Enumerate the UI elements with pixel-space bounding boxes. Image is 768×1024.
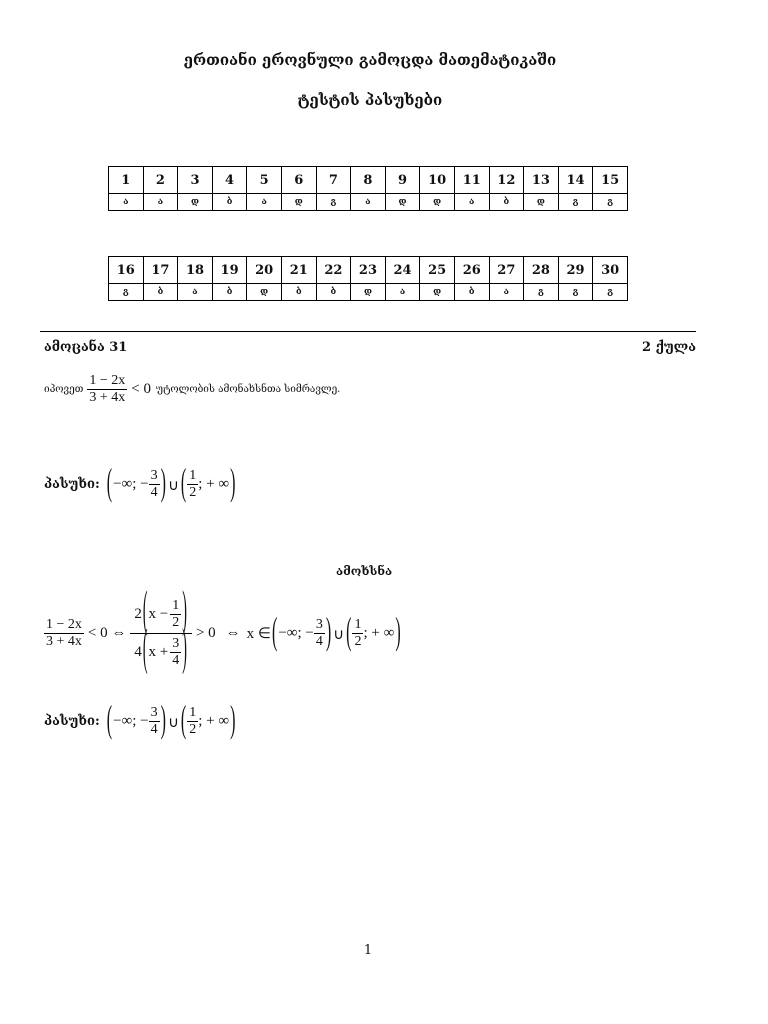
question-number-cell: 1 bbox=[109, 167, 144, 194]
question-number-cell: 10 bbox=[420, 167, 455, 194]
answer-letter-cell: დ bbox=[247, 284, 282, 301]
task-fraction-numerator: 1 − 2x bbox=[87, 373, 127, 390]
question-number-cell: 29 bbox=[558, 257, 593, 284]
question-number-cell: 18 bbox=[178, 257, 213, 284]
frac-den: 4 bbox=[150, 722, 158, 738]
lhs-denominator: 3 + 4x bbox=[46, 634, 82, 650]
x-in: x ∈ bbox=[246, 626, 271, 643]
answer-letter-cell: ბ bbox=[316, 284, 351, 301]
question-number-cell: 26 bbox=[454, 257, 489, 284]
frac-den: 4 bbox=[150, 485, 158, 501]
answer-letter-cell: ბ bbox=[454, 284, 489, 301]
answer-letter-cell: გ bbox=[558, 194, 593, 211]
answer-label: პასუხი: bbox=[44, 714, 100, 730]
task-fraction bbox=[87, 373, 127, 406]
interval-left: −∞; − bbox=[113, 476, 149, 493]
task-inequality: < 0 bbox=[131, 381, 151, 398]
answer-letter-cell: დ bbox=[524, 194, 559, 211]
num-x: x − bbox=[148, 605, 169, 622]
answer-line-2: პასუხი: ( −∞; − $\frac{3}{4}$ ) ∪ ( $\frac{1}{2}$ ; + ∞ ) bbox=[44, 699, 236, 741]
frac-num: 1 bbox=[352, 617, 363, 634]
answer-letter-cell: ა bbox=[143, 194, 178, 211]
answer-letter-cell: ბ bbox=[212, 194, 247, 211]
answer-letter-cell: ა bbox=[385, 284, 420, 301]
answer-letter-cell: დ bbox=[281, 194, 316, 211]
section-divider bbox=[40, 331, 696, 332]
question-number-cell: 13 bbox=[524, 167, 559, 194]
task-prompt bbox=[44, 373, 340, 406]
solution-line: $\frac{1 - 2x}{3 + 4x}$ < 0 ⇔ 2 ( x − $\frac{1}{2}$ ) 4 ( x + $\frac{3}{4}$ ) > 0 ⇔ x ∈ ( −∞; − $\frac{3}{4}$ ) ∪ ( $\frac{1}{2}$ ; + ∞ ) bbox=[46, 585, 401, 678]
frac-den: 2 bbox=[354, 634, 362, 650]
frac-den: 4 bbox=[315, 634, 323, 650]
relation-1: < 0 ⇔ bbox=[87, 625, 127, 642]
answers-table-1 bbox=[108, 166, 628, 211]
answer-letter-cell: ა bbox=[351, 194, 386, 211]
interval-right: ; + ∞ bbox=[198, 476, 230, 493]
lhs-numerator: 1 − 2x bbox=[44, 617, 84, 634]
answer-letter-cell: დ bbox=[178, 194, 213, 211]
question-number-cell: 27 bbox=[489, 257, 524, 284]
task-points: 2 ქულა bbox=[642, 340, 696, 355]
frac-num: 1 bbox=[170, 598, 181, 615]
question-number-cell: 11 bbox=[454, 167, 489, 194]
page-number: 1 bbox=[363, 943, 373, 958]
task-label: ამოცანა 31 bbox=[44, 340, 128, 355]
frac-num: 1 bbox=[187, 705, 198, 722]
interval-right: ; + ∞ bbox=[363, 625, 395, 642]
question-number-cell: 21 bbox=[281, 257, 316, 284]
den-coef: 4 bbox=[134, 644, 142, 661]
task-fraction-denominator: 3 + 4x bbox=[89, 390, 126, 406]
answer-letter-cell: გ bbox=[593, 284, 628, 301]
question-number-cell: 24 bbox=[385, 257, 420, 284]
answer-letter-cell: დ bbox=[351, 284, 386, 301]
num-coef: 2 bbox=[134, 605, 142, 622]
frac-num: 3 bbox=[149, 705, 160, 722]
question-number-cell: 20 bbox=[247, 257, 282, 284]
answer-letter-cell: გ bbox=[558, 284, 593, 301]
task-prompt-before: იპოვეთ bbox=[44, 384, 84, 396]
question-number-cell: 19 bbox=[212, 257, 247, 284]
question-number-cell: 25 bbox=[420, 257, 455, 284]
frac-den: 2 bbox=[189, 485, 197, 501]
task-prompt-after: უტოლობის ამონახსნთა სიმრავლე. bbox=[155, 384, 341, 396]
answer-letter-cell: დ bbox=[385, 194, 420, 211]
interval-left: −∞; − bbox=[113, 713, 149, 730]
question-number-cell: 12 bbox=[489, 167, 524, 194]
answer-letter-cell: ა bbox=[489, 284, 524, 301]
answer-letter-cell: გ bbox=[109, 284, 144, 301]
interval-right: ; + ∞ bbox=[198, 713, 230, 730]
frac-num: 3 bbox=[170, 636, 181, 653]
den-x: x + bbox=[148, 644, 169, 661]
equivalence-symbol: ⇔ bbox=[225, 625, 241, 642]
answer-letter-cell: გ bbox=[316, 194, 351, 211]
answer-letter-cell: ა bbox=[178, 284, 213, 301]
frac-den: 2 bbox=[172, 615, 180, 631]
answer-letter-cell: ა bbox=[454, 194, 489, 211]
answer-letter-cell: ა bbox=[109, 194, 144, 211]
solution-heading: ამოხსნა bbox=[336, 564, 393, 578]
document-title: ერთიანი ეროვნული გამოცდა მათემატიკაში bbox=[183, 51, 557, 69]
question-number-cell: 4 bbox=[212, 167, 247, 194]
question-number-cell: 22 bbox=[316, 257, 351, 284]
question-number-cell: 2 bbox=[143, 167, 178, 194]
frac-num: 1 bbox=[187, 468, 198, 485]
frac-den: 2 bbox=[189, 722, 197, 738]
relation-2: > 0 bbox=[195, 625, 216, 642]
question-number-cell: 28 bbox=[524, 257, 559, 284]
answer-letter-cell: ა bbox=[247, 194, 282, 211]
answer-letter-cell: ბ bbox=[143, 284, 178, 301]
question-number-cell: 9 bbox=[385, 167, 420, 194]
question-number-cell: 8 bbox=[351, 167, 386, 194]
interval-left: −∞; − bbox=[278, 625, 314, 642]
question-number-cell: 23 bbox=[351, 257, 386, 284]
answer-letter-cell: დ bbox=[420, 284, 455, 301]
question-number-cell: 15 bbox=[593, 167, 628, 194]
answer-label: პასუხი: bbox=[44, 477, 100, 493]
big-fraction: 2 ( x − $\frac{1}{2}$ ) 4 ( x + $\frac{3}{4}$ ) bbox=[130, 598, 192, 669]
answer-letter-cell: ბ bbox=[281, 284, 316, 301]
answers-table-2 bbox=[108, 256, 628, 301]
question-number-cell: 7 bbox=[316, 167, 351, 194]
question-number-cell: 17 bbox=[143, 257, 178, 284]
frac-num: 3 bbox=[314, 617, 325, 634]
answer-line-1: პასუხი: ( −∞; − $\frac{3}{4}$ ) ∪ ( $\frac{1}{2}$ ; + ∞ ) bbox=[44, 462, 236, 504]
answer-letter-cell: გ bbox=[593, 194, 628, 211]
question-number-cell: 6 bbox=[281, 167, 316, 194]
frac-num: 3 bbox=[149, 468, 160, 485]
answer-letter-cell: ბ bbox=[489, 194, 524, 211]
answer-letter-cell: ბ bbox=[212, 284, 247, 301]
question-number-cell: 5 bbox=[247, 167, 282, 194]
answer-letter-cell: დ bbox=[420, 194, 455, 211]
question-number-cell: 30 bbox=[593, 257, 628, 284]
question-number-cell: 16 bbox=[109, 257, 144, 284]
question-number-cell: 14 bbox=[558, 167, 593, 194]
document-subtitle: ტესტის პასუხები bbox=[297, 91, 443, 109]
question-number-cell: 3 bbox=[178, 167, 213, 194]
frac-den: 4 bbox=[172, 653, 180, 669]
answer-letter-cell: გ bbox=[524, 284, 559, 301]
